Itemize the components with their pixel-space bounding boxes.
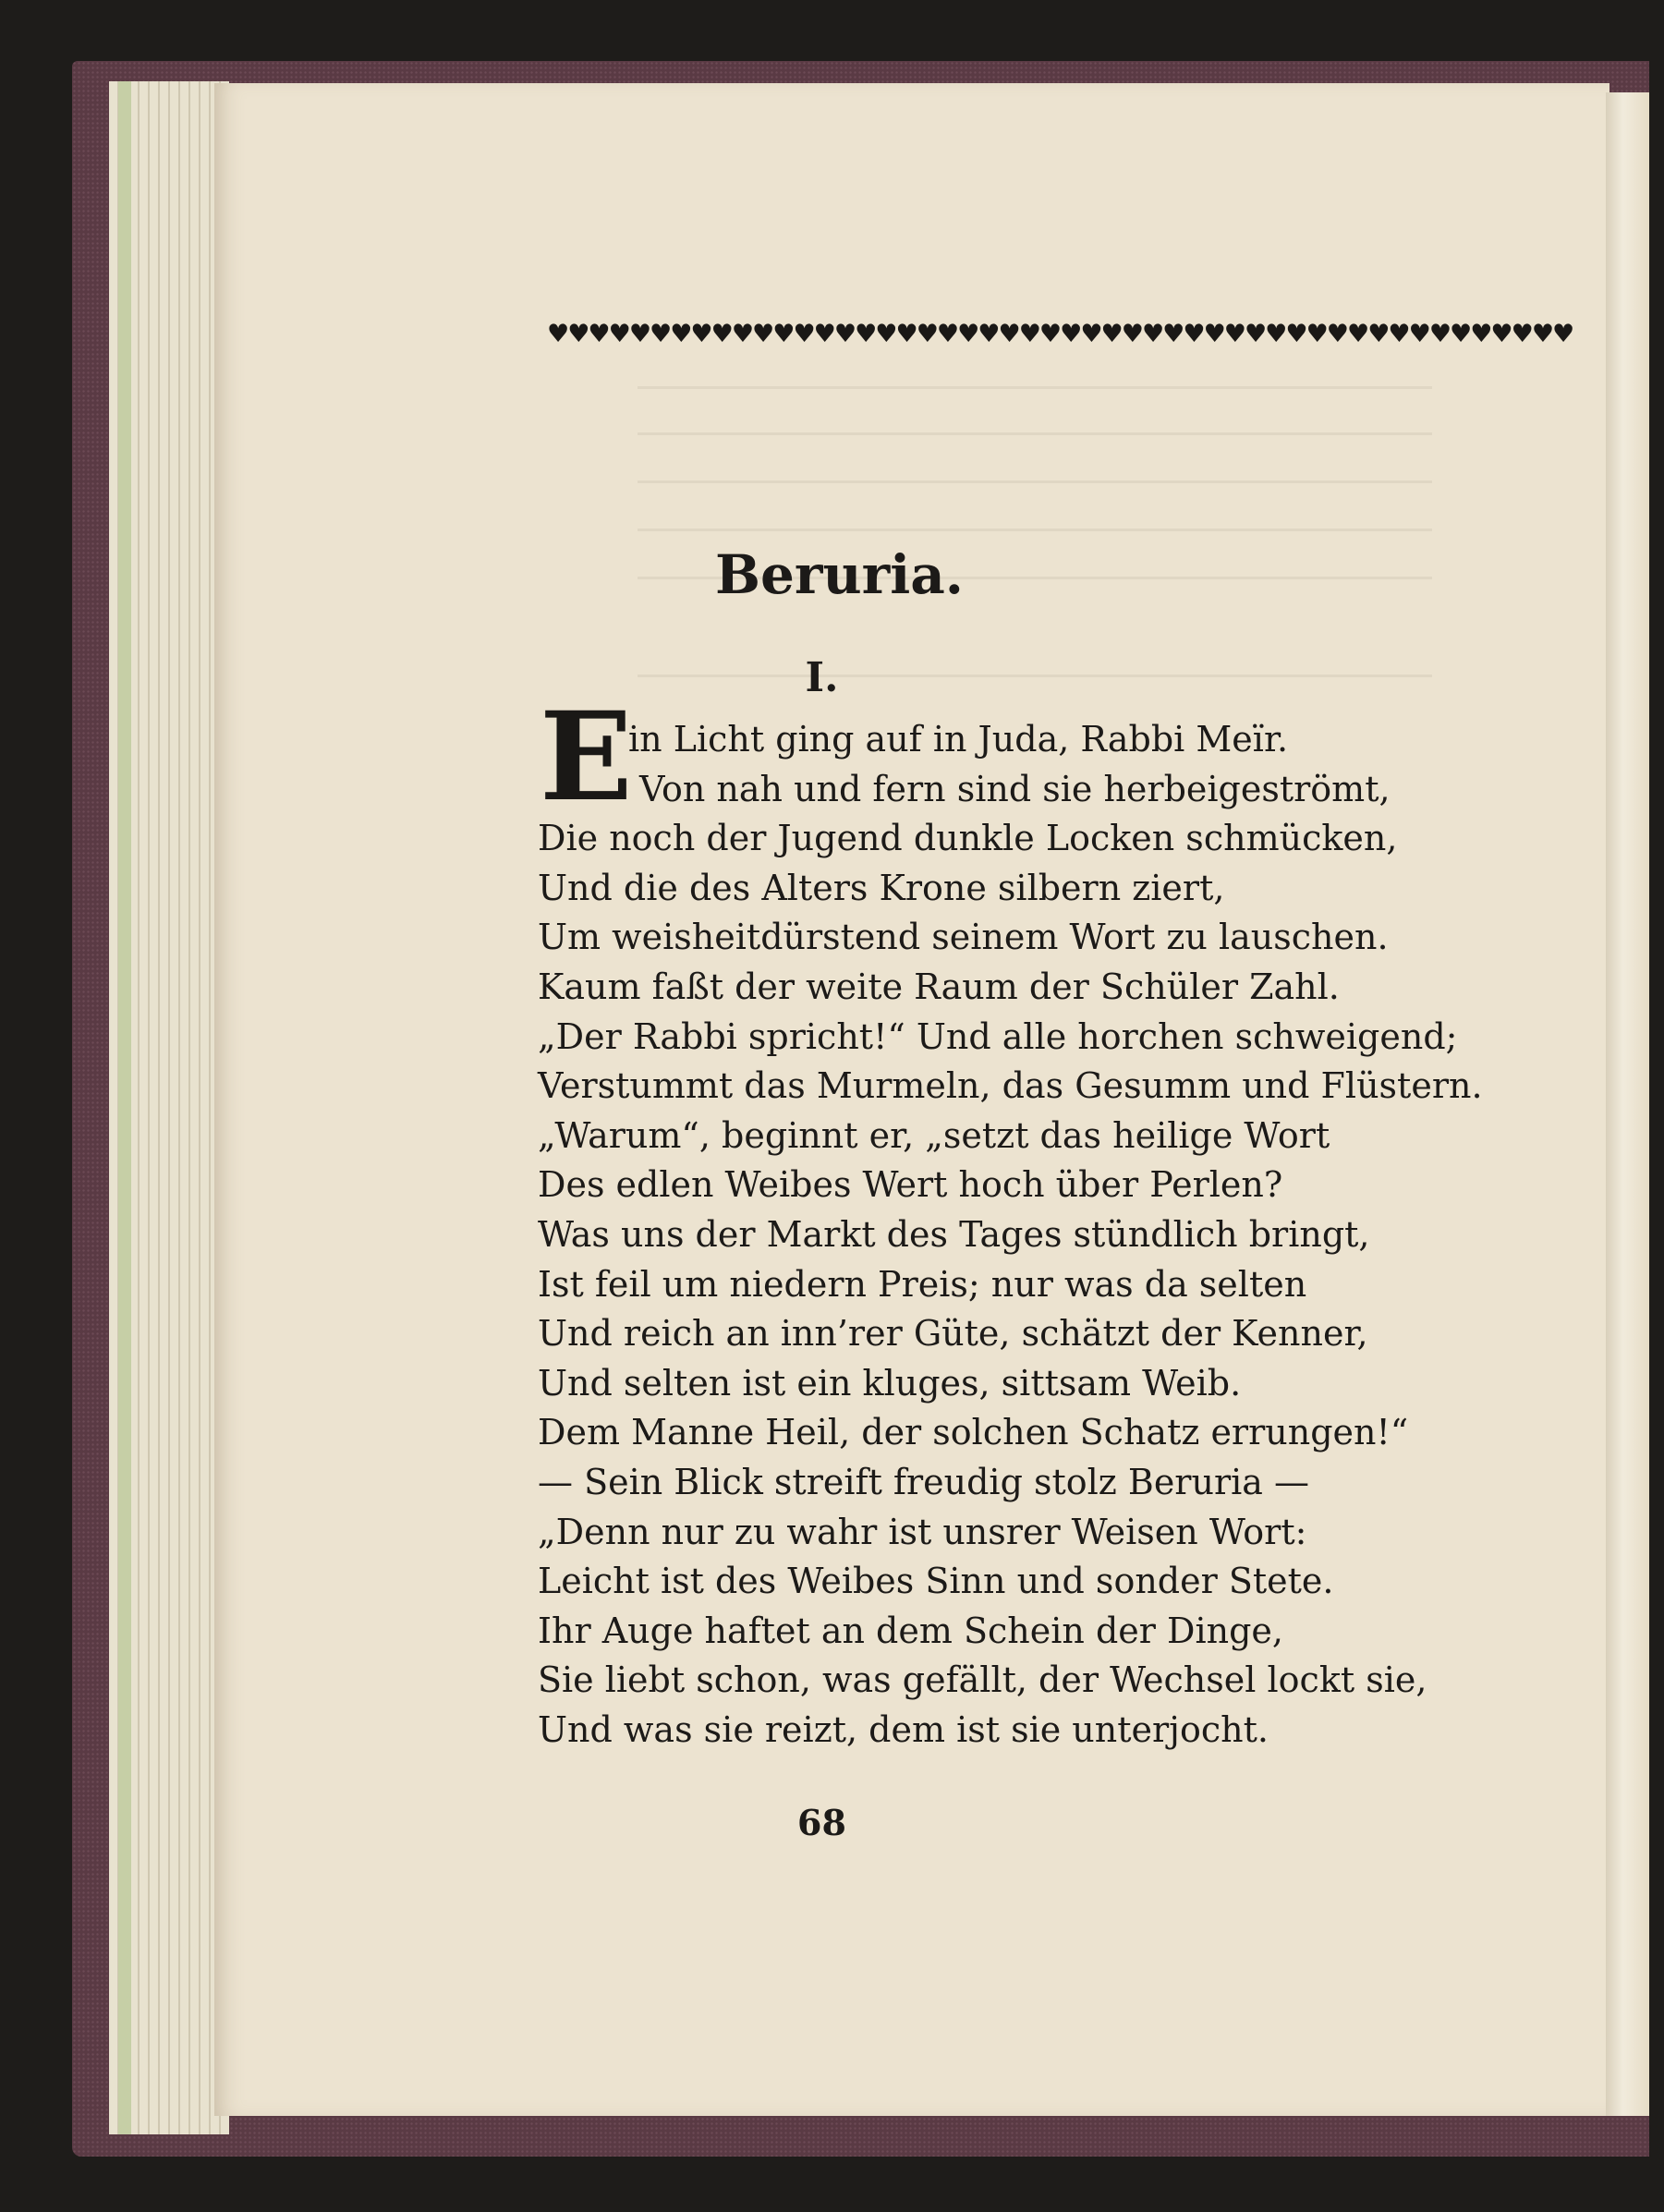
verse-line: Und selten ist ein kluges, sittsam Weib. [538,1362,1242,1404]
verse-line: Dem Manne Heil, der solchen Schatz errungen!“ [538,1412,1409,1453]
show-through-text [638,386,1432,389]
verse-line: „Der Rabbi spricht!“ Und alle horchen schweigend; [538,1015,1458,1057]
verse-line: in Licht ging auf in Juda, Rabbi Meïr. [628,719,1289,760]
verse-line: Und was sie reizt, dem ist sie unterjocht. [538,1708,1269,1750]
verse-line: „Warum“, beginnt er, „setzt das heilige Wort [538,1114,1330,1156]
poem-title: Beruria. [714,543,964,606]
show-through-text [638,529,1432,531]
section-numeral: I. [805,654,839,701]
verse-line: Des edlen Weibes Wert hoch über Perlen? [538,1164,1283,1206]
drop-cap: E [540,686,633,829]
show-through-text [638,480,1432,483]
verse-line: Und die des Alters Krone silbern ziert, [538,867,1225,908]
verse-line: Um weisheitdürstend seinem Wort zu lauschen. [538,917,1389,958]
verse-line: Ihr Auge haftet an dem Schein der Dinge, [538,1610,1283,1651]
verse-line: Und reich an inn’rer Güte, schätzt der Kenner, [538,1313,1368,1355]
show-through-text [638,432,1432,435]
verse-line: Die noch der Jugend dunkle Locken schmücken, [538,818,1398,859]
verse-line: Sie liebt schon, was gefällt, der Wechsel lockt sie, [538,1659,1427,1701]
verse-line: Was uns der Markt des Tages stündlich bringt, [538,1213,1370,1255]
verse-line: Verstummt das Murmeln, das Gesumm und Flüstern. [538,1065,1483,1107]
verse-line: — Sein Blick streift freudig stolz Beruria — [538,1461,1309,1502]
poem-verse [538,715,1483,1755]
verse-line: Kaum faßt der weite Raum der Schüler Zahl. [538,966,1340,1007]
heart-ornament-border: ♥♥♥♥♥♥♥♥♥♥♥♥♥♥♥♥♥♥♥♥♥♥♥♥♥♥♥♥♥♥♥♥♥♥♥♥♥♥♥♥♥♥♥♥♥♥♥♥♥♥ [547,320,1573,348]
page-number: 68 [797,1802,846,1843]
verse-line: Leicht ist des Weibes Sinn und sonder Stete. [538,1561,1334,1602]
verse-line: „Denn nur zu wahr ist unsrer Weisen Wort: [538,1511,1307,1552]
verse-line: Von nah und fern sind sie herbeigeströmt, [639,768,1391,809]
verse-line: Ist feil um niedern Preis; nur was da selten [538,1263,1307,1305]
